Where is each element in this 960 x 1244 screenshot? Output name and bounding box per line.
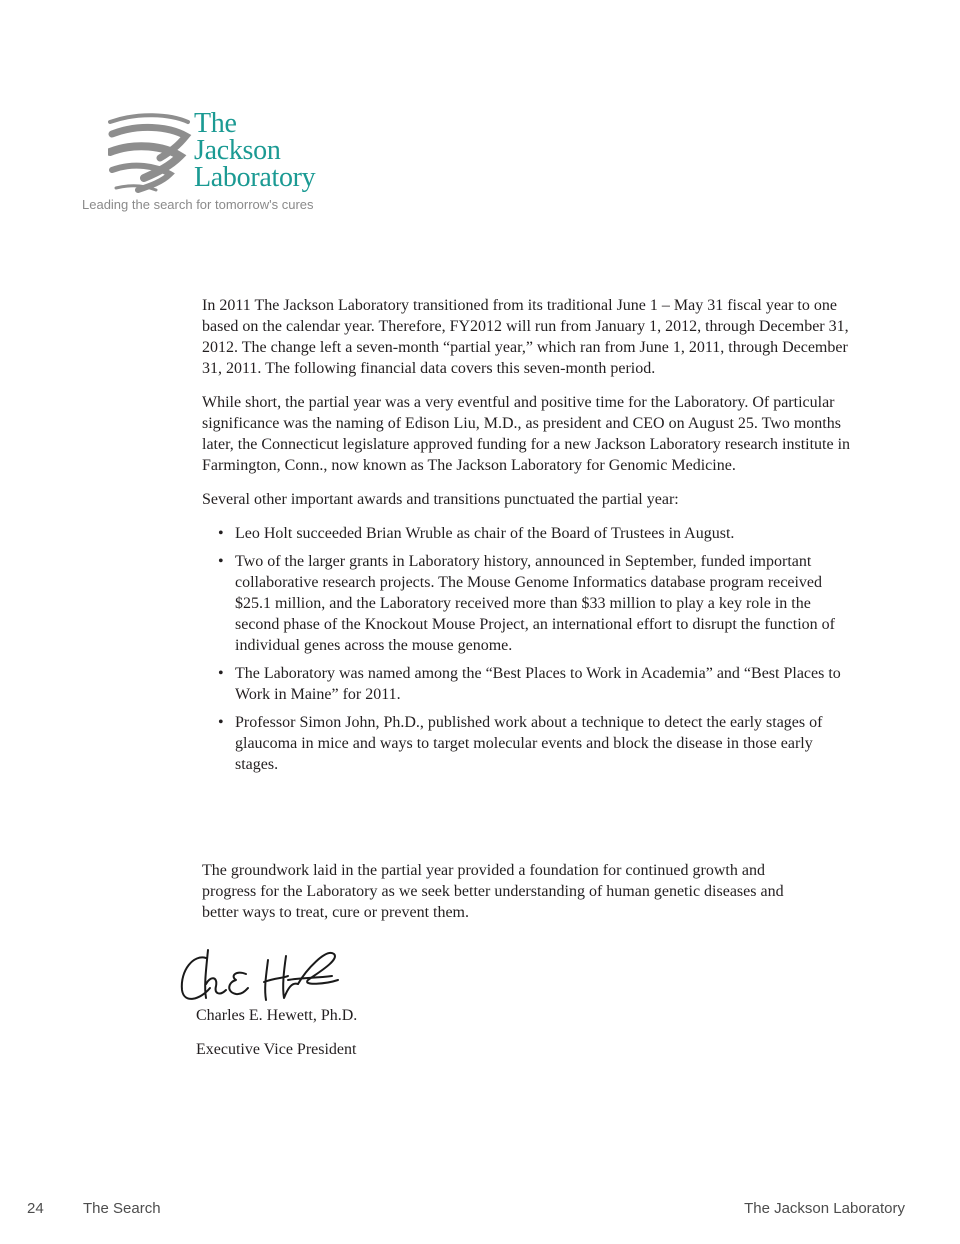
bullet-glyph: • [218,553,224,570]
bullet-glyph: • [218,665,224,682]
jackson-laboratory-logo [82,108,368,220]
list-item [218,523,852,544]
list-item [218,551,852,656]
awards-list [202,523,852,775]
bullet-glyph: • [218,525,224,542]
closing-paragraph: The groundwork laid in the partial year provided a foundation for continued growth and progress for the Laboratory as we seek better understanding of human genetic diseases and better ways to treat, cure or prevent them. [202,862,784,921]
logo-wordmark [194,110,315,191]
logo-line-the: The [194,108,237,139]
footer-section-name: The Search [83,1200,161,1217]
list-item-text: Professor Simon John, Ph.D., published work about a technique to detect the early stages of glaucoma in mice and ways to target molecular events and block the disease in those early stages. [235,714,823,773]
list-item-text: Two of the larger grants in Laboratory history, announced in September, funded important collaborative research projects. The Mouse Genome Informatics database program received $25.1 million, and the Laboratory received more than $33 million to play a key role in the second phase of the Knockout Mouse Project, an international effort to disrupt the function of individual genes across the mouse genome. [235,553,835,654]
footer-organization: The Jackson Laboratory [744,1200,905,1217]
paragraph-partial-year: While short, the partial year was a very eventful and positive time for the Laboratory. Of particular significance was the naming of Edison Liu, M.D., as president and CEO on August 25. Two months later, the Connecticut legislature approved funding for a new Jackson Laboratory research institute in Farmington, Conn., now known as The Jackson Laboratory for Genomic Medicine. [202,394,851,474]
list-item-text: Leo Holt succeeded Brian Wruble as chair of the Board of Trustees in August. [235,525,735,542]
logo-line-laboratory: Laboratory [194,162,316,193]
signatory-title: Executive Vice President [196,1041,357,1058]
logo-tagline: Leading the search for tomorrow's cures [82,197,314,212]
letter-body [202,295,852,782]
bullet-glyph: • [218,714,224,731]
list-item [218,712,852,775]
paragraph-awards-intro: Several other important awards and transitions punctuated the partial year: [202,491,679,508]
logo-line-jackson: Jackson [194,135,281,166]
handwritten-signature [176,940,346,1006]
paragraph-fiscal-year: In 2011 The Jackson Laboratory transitioned from its traditional June 1 – May 31 fiscal year to one based on the calendar year. Therefore, FY2012 will run from January 1, 2012, through December 31, 2012. The change left a seven-month “partial year,” which ran from June 1, 2011, through December 31, 2011. The following financial data covers this seven-month period. [202,297,849,377]
signatory-name: Charles E. Hewett, Ph.D. [196,1007,358,1024]
swoosh-logo-icon [108,112,194,196]
page-number: 24 [27,1200,44,1217]
list-item-text: The Laboratory was named among the “Best Places to Work in Academia” and “Best Places to Work in Maine” for 2011. [235,665,841,703]
list-item [218,663,852,705]
